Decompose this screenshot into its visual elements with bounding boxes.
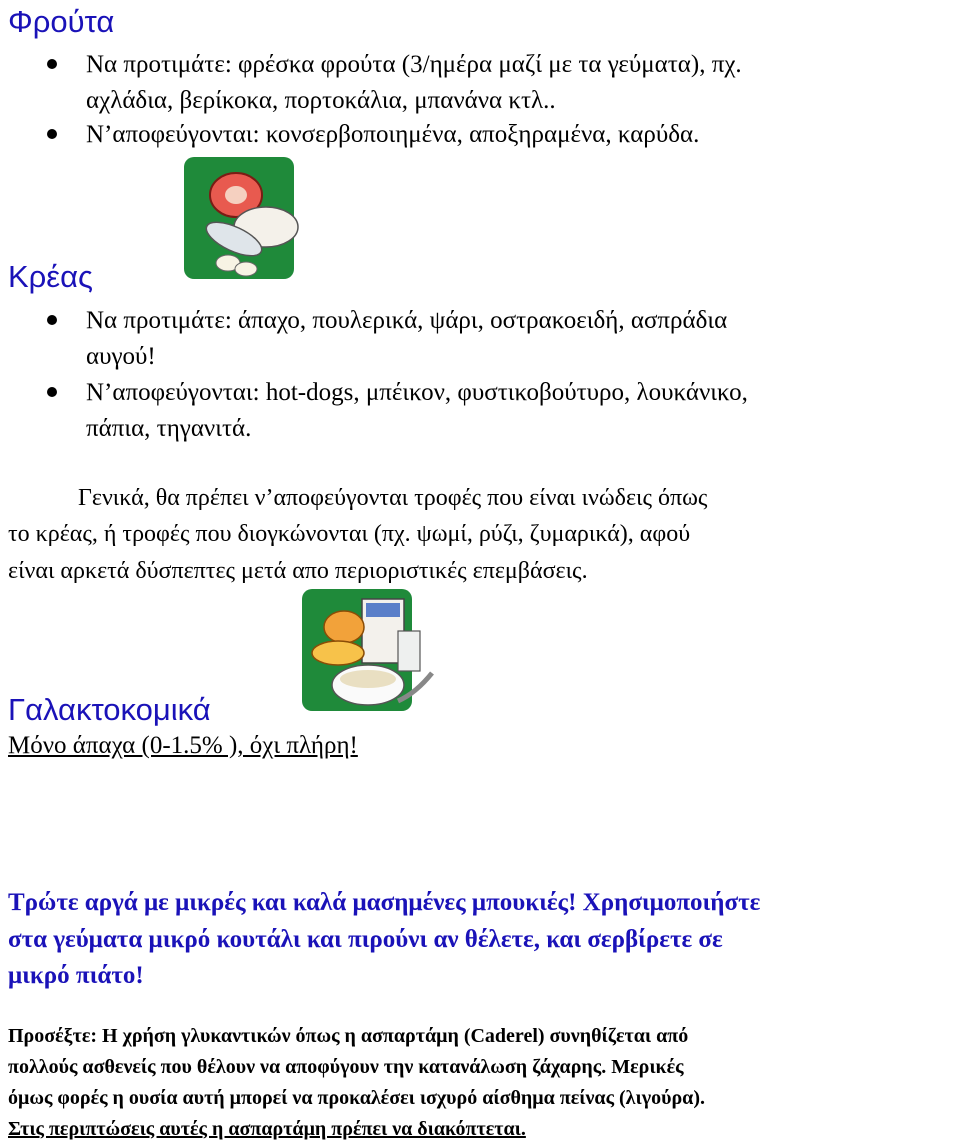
advice-line: μικρό πιάτο! [8, 962, 144, 989]
bullet-line: πάπια, τηγανιτά. [86, 415, 252, 442]
bullet-icon [47, 129, 57, 139]
bullet-icon [47, 59, 57, 69]
bullet-line: αχλάδια, βερίκοκα, πορτοκάλια, μπανάνα κτλ.. [86, 87, 556, 114]
bullet-icon [47, 387, 57, 397]
bullet-line: Ν’αποφεύγονται: κονσερβοποιημένα, αποξηραμένα, καρύδα. [86, 121, 700, 148]
note-line: όμως φορές η ουσία αυτή μπορεί να προκαλέσει ισχυρό αίσθημα πείνας (λιγούρα). [8, 1087, 705, 1109]
advice-line: στα γεύματα μικρό κουτάλι και πιρούνι αν θέλετε, και σερβίρετε σε [8, 926, 723, 953]
fruits-heading: Φρούτα [8, 4, 115, 39]
note-line: πολλούς ασθενείς που θέλουν να αποφύγουν την κατανάλωση ζάχαρης. Μερικές [8, 1056, 684, 1078]
bullet-line: Να προτιμάτε: φρέσκα φρούτα (3/ημέρα μαζί με τα γεύματα), πχ. [86, 51, 742, 78]
bullet-line: Να προτιμάτε: άπαχο, πουλερικά, ψάρι, οστρακοειδή, ασπράδια [86, 307, 728, 334]
general-paragraph-line: Γενικά, θα πρέπει ν’αποφεύγονται τροφές που είναι ινώδεις όπως [78, 485, 708, 511]
dairy-text: Μόνο άπαχα (0-1.5% ), όχι πλήρη! [8, 732, 358, 759]
bullet-icon [47, 315, 57, 325]
meat-clipart [184, 157, 294, 279]
dairy-clipart [302, 589, 412, 711]
general-paragraph-line: το κρέας, ή τροφές που διογκώνονται (πχ. ψωμί, ρύζι, ζυμαρικά), αφού [8, 521, 691, 547]
bullet-line: Ν’αποφεύγονται: hot-dogs, μπέικον, φυστικοβούτυρο, λουκάνικο, [86, 379, 748, 406]
meat-heading: Κρέας [8, 259, 93, 294]
general-paragraph-line: είναι αρκετά δύσπεπτες μετά απο περιοριστικές επεμβάσεις. [8, 558, 588, 584]
advice-line: Τρώτε αργά με μικρές και καλά μασημένες μπουκιές! Χρησιμοποιήστε [8, 889, 761, 916]
dairy-heading: Γαλακτοκομικά [8, 692, 211, 727]
note-line: Προσέξτε: Η χρήση γλυκαντικών όπως η ασπαρτάμη (Caderel) συνηθίζεται από [8, 1025, 689, 1047]
bullet-line: αυγού! [86, 343, 156, 370]
note-line: Στις περιπτώσεις αυτές η ασπαρτάμη πρέπει να διακόπτεται. [8, 1118, 526, 1140]
